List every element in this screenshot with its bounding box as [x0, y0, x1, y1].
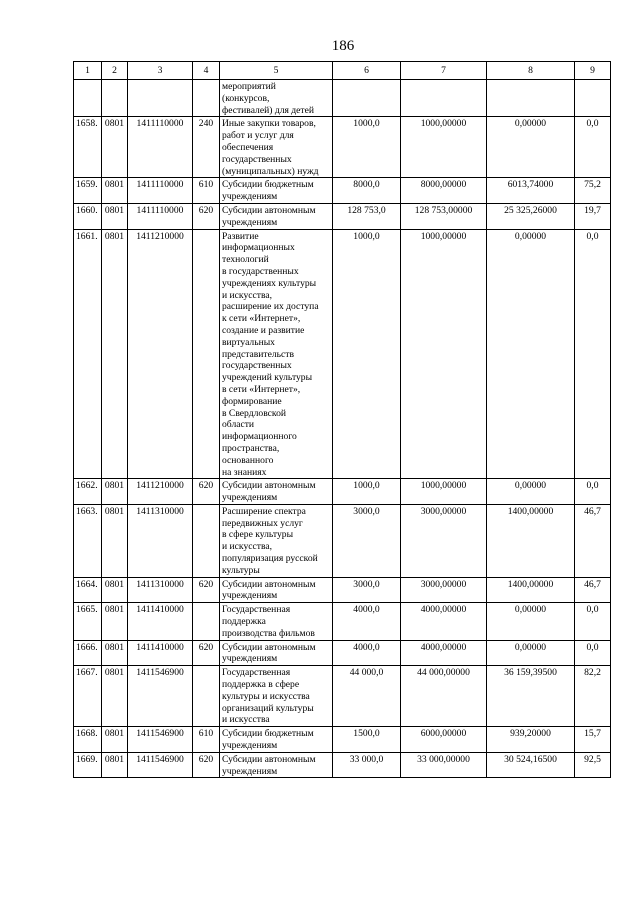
name-line: Государственная: [222, 604, 291, 616]
cell-col8: 0,00000: [487, 603, 575, 640]
name-line: Расширение спектра: [222, 505, 306, 517]
name-line: культуры и искусства: [222, 690, 310, 702]
cell-section: 0801: [102, 640, 128, 666]
name-line: учреждениям: [222, 216, 278, 228]
table-row: [74, 640, 611, 666]
cell-section: 0801: [102, 203, 128, 229]
table-header-row: [74, 62, 611, 80]
cell-section: 0801: [102, 504, 128, 577]
cell-name: [220, 752, 333, 778]
cell-col6: 44 000,0: [333, 666, 401, 727]
name-line: в сфере культуры: [222, 529, 294, 541]
name-line: расширение их доступа: [222, 301, 319, 313]
name-line: учреждениям: [222, 653, 278, 665]
cell-name: [220, 117, 333, 178]
cell-col8: 0,00000: [487, 229, 575, 479]
cell-num: 1664.: [74, 577, 102, 603]
name-line: фестивалей) для детей: [222, 104, 315, 116]
cell-num: 1660.: [74, 203, 102, 229]
name-line: Субсидии автономным: [222, 480, 316, 492]
name-line: учреждениям: [222, 740, 278, 752]
cell-name: [220, 727, 333, 753]
table-row: [74, 666, 611, 727]
cell-col6: 8000,0: [333, 178, 401, 204]
cell-col6: 33 000,0: [333, 752, 401, 778]
name-line: учреждениям: [222, 590, 278, 602]
header-col-6: 6: [333, 62, 401, 80]
name-line: Субсидии автономным: [222, 641, 316, 653]
cell-col7: 3000,00000: [401, 577, 487, 603]
cell-num: 1669.: [74, 752, 102, 778]
cell-name: [220, 80, 333, 117]
cell-col7: 3000,00000: [401, 504, 487, 577]
cell-target: 1411546900: [128, 727, 193, 753]
cell-col9: 0,0: [575, 640, 611, 666]
name-line: популяризация русской: [222, 553, 318, 565]
cell-col8: [487, 80, 575, 117]
name-line: информационных: [222, 242, 295, 254]
name-line: учреждениях культуры: [222, 277, 317, 289]
name-line: в государственных: [222, 265, 299, 277]
header-col-8: 8: [487, 62, 575, 80]
name-line: государственных: [222, 153, 292, 165]
cell-num: 1666.: [74, 640, 102, 666]
page-number: 186: [331, 38, 355, 54]
cell-col6: 4000,0: [333, 640, 401, 666]
cell-col7: 44 000,00000: [401, 666, 487, 727]
name-line: производства фильмов: [222, 627, 315, 639]
cell-num: 1662.: [74, 479, 102, 505]
cell-col7: 1000,00000: [401, 229, 487, 479]
cell-num: 1667.: [74, 666, 102, 727]
table-body: [74, 80, 611, 778]
cell-section: 0801: [102, 577, 128, 603]
cell-col8: 0,00000: [487, 640, 575, 666]
cell-name: [220, 229, 333, 479]
cell-col9: 46,7: [575, 504, 611, 577]
cell-col9: 0,0: [575, 603, 611, 640]
name-line: области: [222, 419, 255, 431]
cell-col7: 33 000,00000: [401, 752, 487, 778]
cell-target: 1411310000: [128, 504, 193, 577]
cell-section: 0801: [102, 666, 128, 727]
cell-col8: 1400,00000: [487, 504, 575, 577]
header-col-4: 4: [193, 62, 220, 80]
name-line: представительств: [222, 348, 295, 360]
name-line: и искусства: [222, 714, 270, 726]
name-line: Субсидии автономным: [222, 578, 316, 590]
header-col-3: 3: [128, 62, 193, 80]
cell-section: 0801: [102, 229, 128, 479]
name-line: на знаниях: [222, 466, 267, 478]
cell-col8: 0,00000: [487, 117, 575, 178]
cell-name: [220, 203, 333, 229]
table-row: [74, 117, 611, 178]
name-line: поддержка: [222, 616, 266, 628]
cell-type: [193, 229, 220, 479]
cell-col7: 8000,00000: [401, 178, 487, 204]
table-row: [74, 203, 611, 229]
cell-name: [220, 577, 333, 603]
name-line: государственных: [222, 360, 292, 372]
name-line: пространства,: [222, 442, 280, 454]
cell-section: 0801: [102, 752, 128, 778]
cell-target: 1411110000: [128, 178, 193, 204]
cell-num: [74, 80, 102, 117]
cell-col7: 4000,00000: [401, 603, 487, 640]
cell-target: 1411410000: [128, 640, 193, 666]
name-line: Развитие: [222, 230, 259, 242]
name-line: Иные закупки товаров,: [222, 118, 316, 130]
cell-col6: 1000,0: [333, 479, 401, 505]
cell-section: [102, 80, 128, 117]
name-line: работ и услуг для: [222, 130, 294, 142]
cell-col8: 30 524,16500: [487, 752, 575, 778]
cell-num: 1659.: [74, 178, 102, 204]
cell-type: 620: [193, 203, 220, 229]
cell-num: 1663.: [74, 504, 102, 577]
cell-col9: 0,0: [575, 479, 611, 505]
name-line: поддержка в сфере: [222, 679, 300, 691]
table-row: [74, 479, 611, 505]
cell-name: [220, 504, 333, 577]
table-row: [74, 178, 611, 204]
cell-target: 1411110000: [128, 117, 193, 178]
cell-section: 0801: [102, 117, 128, 178]
name-line: в Свердловской: [222, 407, 287, 419]
table-row: [74, 229, 611, 479]
cell-col6: 4000,0: [333, 603, 401, 640]
cell-target: 1411546900: [128, 666, 193, 727]
header-col-2: 2: [102, 62, 128, 80]
cell-col6: 1500,0: [333, 727, 401, 753]
cell-col8: 0,00000: [487, 479, 575, 505]
name-line: культуры: [222, 564, 260, 576]
cell-name: [220, 178, 333, 204]
name-line: организаций культуры: [222, 702, 314, 714]
name-line: в сети «Интернет»,: [222, 383, 301, 395]
cell-target: 1411310000: [128, 577, 193, 603]
cell-target: 1411546900: [128, 752, 193, 778]
name-line: учреждениям: [222, 191, 278, 203]
cell-col9: 75,2: [575, 178, 611, 204]
cell-col7: 1000,00000: [401, 479, 487, 505]
table-row: [74, 727, 611, 753]
cell-num: 1658.: [74, 117, 102, 178]
cell-name: [220, 666, 333, 727]
cell-num: 1668.: [74, 727, 102, 753]
cell-target: 1411110000: [128, 203, 193, 229]
cell-col6: [333, 80, 401, 117]
cell-section: 0801: [102, 178, 128, 204]
cell-col9: 19,7: [575, 203, 611, 229]
name-line: информационного: [222, 431, 297, 443]
header-col-1: 1: [74, 62, 102, 80]
name-line: Субсидии бюджетным: [222, 179, 314, 191]
name-line: Субсидии бюджетным: [222, 728, 314, 740]
cell-type: [193, 504, 220, 577]
name-line: (муниципальных) нужд: [222, 165, 319, 177]
cell-col9: 46,7: [575, 577, 611, 603]
header-col-9: 9: [575, 62, 611, 80]
budget-table: [73, 61, 611, 778]
cell-type: [193, 603, 220, 640]
cell-target: 1411210000: [128, 479, 193, 505]
continuation-row: [74, 80, 611, 117]
cell-type: 240: [193, 117, 220, 178]
name-line: обеспечения: [222, 141, 274, 153]
cell-col8: 1400,00000: [487, 577, 575, 603]
cell-col9: 92,5: [575, 752, 611, 778]
cell-col8: 939,20000: [487, 727, 575, 753]
cell-num: 1665.: [74, 603, 102, 640]
cell-col6: 128 753,0: [333, 203, 401, 229]
header-col-7: 7: [401, 62, 487, 80]
cell-target: [128, 80, 193, 117]
name-line: виртуальных: [222, 336, 275, 348]
cell-type: 620: [193, 577, 220, 603]
cell-name: [220, 640, 333, 666]
cell-type: 620: [193, 640, 220, 666]
table-row: [74, 752, 611, 778]
cell-target: 1411410000: [128, 603, 193, 640]
cell-col9: 15,7: [575, 727, 611, 753]
cell-col6: 3000,0: [333, 577, 401, 603]
cell-col9: 0,0: [575, 229, 611, 479]
cell-col7: 128 753,00000: [401, 203, 487, 229]
cell-col6: 1000,0: [333, 229, 401, 479]
cell-type: [193, 666, 220, 727]
cell-col8: 6013,74000: [487, 178, 575, 204]
cell-col6: 1000,0: [333, 117, 401, 178]
cell-col9: [575, 80, 611, 117]
cell-col7: 6000,00000: [401, 727, 487, 753]
cell-type: 610: [193, 178, 220, 204]
name-line: формирование: [222, 395, 282, 407]
cell-name: [220, 603, 333, 640]
name-line: учреждениям: [222, 765, 278, 777]
header-col-5: 5: [220, 62, 333, 80]
cell-col8: 36 159,39500: [487, 666, 575, 727]
cell-num: 1661.: [74, 229, 102, 479]
cell-col7: [401, 80, 487, 117]
cell-col9: 82,2: [575, 666, 611, 727]
name-line: учреждениям: [222, 492, 278, 504]
table-row: [74, 603, 611, 640]
name-line: учреждений культуры: [222, 372, 313, 384]
cell-type: 620: [193, 752, 220, 778]
name-line: Субсидии автономным: [222, 204, 316, 216]
table-row: [74, 504, 611, 577]
cell-section: 0801: [102, 479, 128, 505]
cell-section: 0801: [102, 727, 128, 753]
name-line: мероприятий: [222, 81, 276, 92]
cell-section: 0801: [102, 603, 128, 640]
cell-type: 610: [193, 727, 220, 753]
name-line: Субсидии автономным: [222, 753, 316, 765]
cell-target: 1411210000: [128, 229, 193, 479]
name-line: Государственная: [222, 667, 291, 679]
cell-col6: 3000,0: [333, 504, 401, 577]
cell-col8: 25 325,26000: [487, 203, 575, 229]
cell-type: 620: [193, 479, 220, 505]
name-line: основанного: [222, 454, 274, 466]
cell-name: [220, 479, 333, 505]
name-line: создание и развитие: [222, 324, 305, 336]
cell-col7: 1000,00000: [401, 117, 487, 178]
name-line: и искусства,: [222, 541, 273, 553]
name-line: к сети «Интернет»,: [222, 313, 301, 325]
cell-col9: 0,0: [575, 117, 611, 178]
name-line: технологий: [222, 254, 269, 266]
name-line: и искусства,: [222, 289, 273, 301]
name-line: передвижных услуг: [222, 517, 303, 529]
name-line: (конкурсов,: [222, 92, 270, 104]
table-row: [74, 577, 611, 603]
cell-type: [193, 80, 220, 117]
cell-col7: 4000,00000: [401, 640, 487, 666]
